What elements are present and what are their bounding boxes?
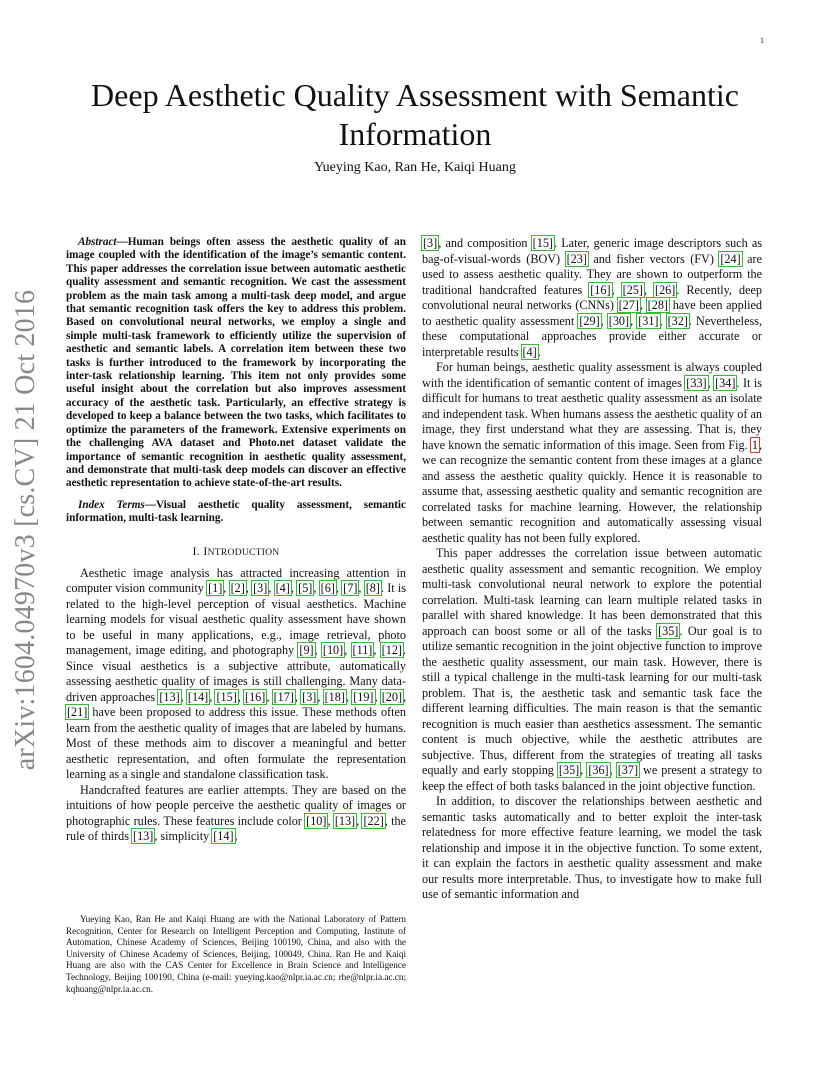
- paragraph-text: have been applied to aesthetic quality assessment: [422, 298, 763, 328]
- paragraph-text: , simplicity: [154, 829, 213, 844]
- paragraph-text: ,: [335, 581, 343, 596]
- paragraph-text: This paper addresses the correlation issue between automatic aesthetic quality assessment and semantic recognition. We employ multi-task convolutional neural network to explore the potential correlation. Multi-task learning can learn multiple related tasks in parallel with shared knowledge. It has been demonstrated that this approach can boost some or all of the tasks: [422, 546, 762, 638]
- citation-link[interactable]: [5]: [298, 581, 313, 596]
- paragraph-text: ,: [313, 581, 320, 596]
- citation-link[interactable]: [37]: [617, 763, 639, 777]
- paragraph-text: ,: [630, 313, 638, 328]
- paragraph-text: , we can recognize the semantic content from these images at a glance and assess the aesthetic quality quickly. Hence it is reasonable to assume that, assessing aesthetic quality and semantic recognition are correlated tasks for machine learning. However, the relationship between semantic recognition and automatically assessing visual aesthetic quality has not been fully explored.: [422, 437, 762, 545]
- citation-link[interactable]: [13]: [334, 813, 356, 828]
- citation-link[interactable]: [3]: [423, 236, 438, 250]
- paragraph-text: .: [537, 344, 541, 359]
- citation-link[interactable]: [27]: [618, 298, 639, 312]
- paragraph-text: ,: [344, 643, 352, 658]
- paragraph-text: For human beings, aesthetic quality assessment is always coupled with the identification of semantic content of images: [422, 360, 762, 390]
- paragraph-text: we present a strategy to keep the effect of both tasks balanced in the joint objective function.: [422, 763, 763, 793]
- citation-link[interactable]: [17]: [273, 689, 294, 704]
- author-affiliation-footnote: Yueying Kao, Ran He and Kaiqi Huang are with the National Laboratory of Pattern Recognition, Center for Research on Intelligent Perception and Computing, Institute of Automation, Chinese Academy of Sciences, Beijing 100190, China, and also with the University of Chinese Academy of Sciences, Beijing, 100049, China. Ran He and Kaiqi Huang are also with the CAS Center for Excellence in Brain Science and Intelligence Technology, Beijing 100190, China (e-mail: yueying.kao@nlpr.ia.ac.cn; rhe@nlpr.ia.ac.cn; kqhuang@nlpr.ia.ac.cn.: [66, 914, 406, 994]
- citation-link[interactable]: [18]: [324, 689, 345, 704]
- paragraph-text: . It is related to the high-level perception of visual aesthetics. Machine learning models for visual aesthetic quality assessment have shown to be useful in many applications, e.g., image retrieval, photo management, image editing, and photography: [66, 581, 407, 658]
- intro-paragraph: [422, 236, 762, 360]
- paragraph-text: ,: [580, 763, 588, 777]
- citation-link[interactable]: [35]: [658, 623, 679, 638]
- paragraph-text: , and composition: [438, 236, 532, 250]
- paragraph-text: ,: [374, 689, 381, 704]
- figure-reference-link[interactable]: 1: [751, 437, 758, 452]
- arxiv-identifier-text[interactable]: arXiv:1604.04970v3 [cs.CV] 21 Oct 2016: [10, 289, 41, 771]
- section-heading-introduction: [66, 544, 406, 559]
- citation-link[interactable]: [3]: [253, 581, 268, 596]
- citation-link[interactable]: [25]: [622, 282, 643, 297]
- paragraph-text: ,: [245, 581, 253, 596]
- section-title: NTRODUCTION: [207, 547, 280, 558]
- right-column: [422, 236, 762, 903]
- paragraph-text: ,: [600, 313, 608, 328]
- citation-link[interactable]: [11]: [352, 643, 373, 658]
- paragraph-text: ,: [643, 282, 655, 297]
- citation-link[interactable]: [19]: [353, 689, 374, 704]
- citation-link[interactable]: [16]: [245, 689, 266, 704]
- citation-link[interactable]: [4]: [275, 581, 290, 596]
- paragraph-text: . Recently, deep convolutional neural networks (CNNs): [422, 282, 763, 312]
- paragraph-text: ,: [223, 581, 230, 596]
- abstract-text: —Human beings often assess the aesthetic quality of an image coupled with the identification of the image’s semantic content. This paper addresses the correlation issue between automatic aesthetic quality assessment and semantic recognition. We cast the assessment problem as the main task among a multi-task deep model, and argue that semantic recognition task offers the key to address this problem. Based on convolutional neural networks, we employ a single and simple multi-task framework to efficiently utilize the supervision of aesthetic and semantic labels. A correlation item between these two tasks is further introduced to the framework by incorporating the inter-task relationship learning. This item not only provides some useful insight about the correlation but also improves assessment accuracy of the aesthetic task. Particularly, an effective strategy is developed to keep a balance between the two tasks, which facilitates to optimize the parameters of the framework. Extensive experiments on the challenging AVA dataset and Photo.net dataset validate the importance of semantic recognition in aesthetic quality assessment, and demonstrate that multi-task deep models can discover an effective aesthetic representation to achieve state-of-the-art results.: [66, 236, 406, 490]
- paragraph-text: Aesthetic image analysis has attracted increasing attention in computer vision community: [66, 565, 406, 596]
- citation-link[interactable]: [9]: [299, 643, 314, 658]
- citation-link[interactable]: [12]: [381, 643, 402, 658]
- intro-paragraph: [422, 546, 762, 794]
- intro-paragraph: [66, 783, 406, 845]
- paragraph-text: ,: [327, 813, 334, 828]
- citation-link[interactable]: [2]: [230, 581, 245, 596]
- arxiv-identifier-stamp: [4, 290, 48, 770]
- intro-paragraph: [422, 360, 762, 546]
- index-terms-label: Index Terms: [78, 498, 145, 511]
- left-column: [66, 236, 406, 845]
- paragraph-text: . It is difficult for humans to treat aesthetic quality assessment as an isolate and independent task. When humans assess the aesthetic quality of an image, they first understand what they are assessing. That is, they have known the sematic information of this image. Seen from Fig.: [422, 375, 762, 452]
- page-number: 1: [760, 36, 764, 45]
- citation-link[interactable]: [30]: [608, 313, 630, 328]
- paragraph-text: ,: [290, 581, 298, 596]
- citation-link[interactable]: [21]: [67, 705, 88, 720]
- citation-link[interactable]: [34]: [715, 375, 736, 390]
- citation-link[interactable]: [10]: [306, 813, 327, 828]
- paragraph-text: ,: [611, 282, 622, 297]
- paper-title: Deep Aesthetic Quality Assessment with Semantic Information: [91, 77, 739, 152]
- citation-link[interactable]: [29]: [579, 313, 600, 328]
- citation-link[interactable]: [10]: [322, 643, 344, 658]
- paragraph-text: In addition, to discover the relationships between aesthetic and semantic tasks automatically and to better exploit the inter-task relatedness for more effective feature learning, we model the task relationship and impose it in the objective function. To some extent, it can explain the factors in aesthetic quality assessment and make our results more interpretable. Thus, to investigate how to make full use of semantic information and: [422, 794, 762, 901]
- citation-link[interactable]: [36]: [588, 763, 609, 777]
- citation-link[interactable]: [14]: [213, 829, 234, 844]
- paragraph-text: ,: [180, 689, 187, 704]
- paragraph-text: ,: [373, 643, 381, 658]
- intro-paragraph: [66, 566, 406, 783]
- citation-link[interactable]: [15]: [216, 689, 237, 704]
- paragraph-text: and fisher vectors (FV): [587, 251, 720, 266]
- citation-link[interactable]: [31]: [638, 313, 659, 328]
- citation-link[interactable]: [13]: [159, 689, 180, 704]
- citation-link[interactable]: [3]: [302, 689, 317, 704]
- section-number: I. I: [192, 543, 208, 558]
- citation-link[interactable]: [23]: [566, 251, 587, 266]
- paragraph-text: ,: [356, 813, 363, 828]
- paragraph-text: ,: [707, 375, 715, 390]
- index-terms-text: —Visual aesthetic quality assessment, semantic information, multi-task learning.: [66, 498, 406, 525]
- paragraph-text: Handcrafted features are earlier attempts. They are based on the intuitions of how people perceive the aesthetic quality of images or photographic rules. These features include color: [66, 782, 406, 828]
- paragraph-text: ,: [345, 689, 353, 704]
- paragraph-text: . Nevertheless, these computational approaches provide either accurate or interpretable results: [422, 313, 763, 359]
- paragraph-text: ,: [358, 581, 365, 596]
- citation-link[interactable]: [14]: [187, 689, 209, 704]
- abstract: [66, 236, 406, 491]
- citation-link[interactable]: [20]: [381, 689, 403, 704]
- citation-link[interactable]: [1]: [208, 581, 223, 596]
- citation-link[interactable]: [33]: [686, 375, 707, 390]
- paragraph-text: have been proposed to address this issue. These methods often learn from the aesthetic quality of images that are labeled by humans. Most of these methods aim to discover a meaningful and better aesthetic representation, and often formulate the representation learning as a single and standalone classification task.: [66, 705, 406, 782]
- citation-link[interactable]: [15]: [532, 236, 553, 250]
- abstract-label: Abstract: [78, 236, 117, 248]
- citation-link[interactable]: [32]: [667, 313, 688, 328]
- citation-link[interactable]: [28]: [647, 298, 668, 312]
- citation-link[interactable]: [24]: [720, 251, 741, 266]
- paragraph-text: ,: [609, 763, 617, 777]
- index-terms: [66, 499, 406, 526]
- citation-link[interactable]: [22]: [363, 813, 384, 828]
- paragraph-text: ,: [266, 689, 273, 704]
- paragraph-text: ,: [209, 689, 216, 704]
- citation-link[interactable]: [13]: [133, 829, 154, 844]
- paragraph-text: ,: [639, 298, 647, 312]
- paragraph-text: ,: [237, 689, 245, 704]
- paragraph-text: ,: [403, 689, 407, 704]
- paragraph-text: ,: [317, 689, 324, 704]
- citation-link[interactable]: [26]: [655, 282, 676, 297]
- paragraph-text: are used to assess aesthetic quality. They are shown to outperform the traditional handcrafted features: [422, 251, 762, 297]
- paragraph-text: . Our goal is to utilize semantic recognition in the joint objective function to improve the aesthetic quality assessment, our main task. However, there is still a typical challenge in the multi-task learning for our multi-task problem. That is, the aesthetic task and semantic task face the different learning difficulties. The main reason is that the semantic recognition is much easier than aesthetics assessment. The semantic content is much objective, while the aesthetic attributes are subjective. Thus, different from the strategies of treating all tasks equally and early stopping: [422, 623, 763, 777]
- paragraph-text: ,: [294, 689, 302, 704]
- paragraph-text: , the rule of thirds: [66, 813, 407, 844]
- paragraph-text: . Later, generic image descriptors such as bag-of-visual-words (BOV): [422, 236, 762, 266]
- citation-link[interactable]: [4]: [522, 344, 537, 359]
- citation-link[interactable]: [7]: [343, 581, 358, 596]
- intro-paragraph: [422, 794, 762, 903]
- paragraph-text: . Since visual aesthetics is a subjective attribute, automatically assessing aesthetic quality of images is still challenging. Many data-driven approaches: [66, 643, 407, 704]
- paragraph-text: ,: [268, 581, 275, 596]
- paragraph-text: ,: [659, 313, 667, 328]
- citation-link[interactable]: [6]: [320, 581, 335, 596]
- citation-link[interactable]: [8]: [365, 581, 380, 596]
- citation-link[interactable]: [16]: [590, 282, 611, 297]
- paper-authors: Yueying Kao, Ran He, Kaiqi Huang: [314, 160, 516, 175]
- paragraph-text: ,: [314, 643, 322, 658]
- citation-link[interactable]: [35]: [558, 763, 580, 777]
- paragraph-text: ,: [234, 829, 238, 844]
